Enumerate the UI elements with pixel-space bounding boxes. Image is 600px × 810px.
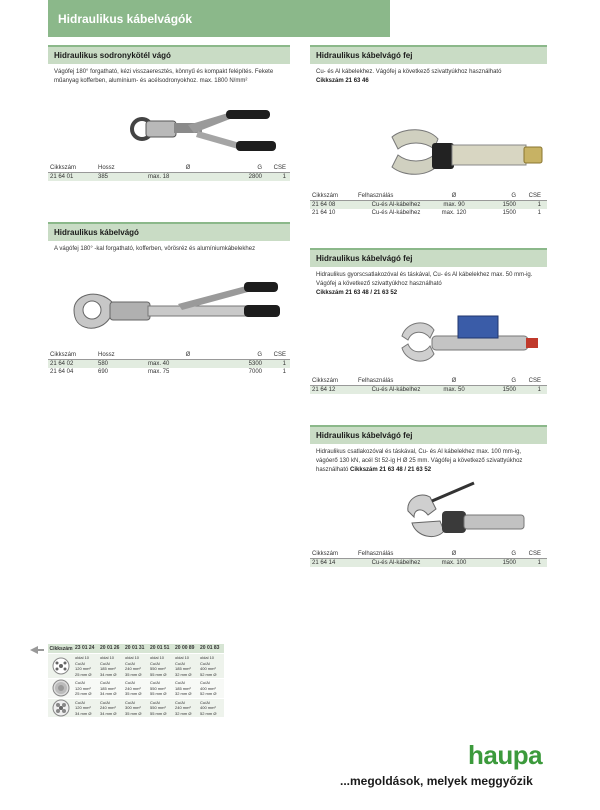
cell: 21 64 02	[50, 361, 74, 367]
cell: 1500	[502, 210, 516, 216]
col-header: Ø	[185, 352, 191, 358]
matrix-cell	[174, 654, 199, 678]
col-header: Ø	[451, 193, 457, 199]
compatible-pump-code: Cikkszám 21 63 48 / 21 63 52	[350, 467, 432, 473]
cell-line: 185 mm²	[175, 685, 191, 691]
cell-line: 34 mm Ø	[100, 710, 117, 716]
col-header: G	[511, 378, 516, 384]
cell-line: 240 mm²	[100, 705, 116, 710]
cell-line: Cu/Al	[125, 680, 135, 685]
matrix-code: 20 01 51	[150, 644, 170, 651]
col-header: CSE	[528, 551, 541, 557]
matrix-row	[48, 698, 224, 718]
cell-line: 185 mm²	[100, 685, 116, 691]
table-row	[48, 173, 290, 181]
section-description	[310, 444, 547, 475]
cell-line: 400 mm²	[200, 666, 216, 671]
cell-line: 55 mm Ø	[150, 691, 167, 696]
compatible-pump-code: Cikkszám 21 63 46	[316, 78, 369, 84]
cell: max. 100	[441, 560, 467, 566]
cell-line: 52 mm Ø	[200, 710, 217, 716]
cell-line: 34 mm Ø	[75, 710, 92, 716]
cutting-head-100-image	[402, 481, 532, 553]
cell-line: 550 mm²	[150, 685, 166, 691]
cell-line: 120 mm²	[75, 685, 91, 691]
matrix-cell	[174, 699, 199, 718]
cell: Cu-és Al-kábelhez	[371, 202, 421, 208]
conductor-matrix	[48, 644, 224, 717]
cell-line: 55 mm Ø	[150, 671, 167, 677]
cutting-head-image	[388, 125, 546, 187]
cell-line: oldal 10	[75, 655, 90, 660]
col-header: Felhasználás	[358, 193, 394, 199]
col-header: Hossz	[98, 165, 115, 171]
col-header: Felhasználás	[358, 551, 394, 557]
section-title: Hidraulikus kábelvágó	[48, 222, 290, 241]
col-header: Cikkszám	[312, 378, 339, 384]
col-header: CSE	[273, 352, 286, 358]
matrix-cell	[124, 699, 149, 718]
cell-line: 550 mm²	[150, 666, 166, 671]
table-row	[310, 201, 547, 209]
col-header: G	[257, 165, 262, 171]
page-title: Hidraulikus kábelvágók	[48, 0, 390, 37]
description-text: Cu- és Al kábelekhez. Vágófej a következő szivattyúkhoz használható	[316, 69, 502, 75]
cell-line: Cu/Al	[100, 699, 110, 705]
matrix-cell	[74, 654, 99, 678]
wire-rope-cutter-image	[128, 107, 278, 165]
cell-line: Cu/Al	[200, 699, 210, 705]
matrix-cell	[199, 654, 224, 678]
cell-line: Cu/Al	[200, 680, 210, 685]
cutting-head-quick-coupling-image	[400, 314, 540, 370]
cell-line: 32 mm Ø	[175, 710, 192, 716]
arrow-left-icon	[30, 646, 44, 654]
cell-line: Cu/Al	[175, 660, 185, 666]
cell-line: 240 mm²	[125, 666, 141, 671]
matrix-row	[48, 678, 224, 698]
cell-line: 55 mm Ø	[150, 710, 167, 716]
matrix-cell	[174, 679, 199, 698]
table-row	[310, 209, 547, 217]
cell-line: 120 mm²	[75, 666, 91, 671]
cell-line: 185 mm²	[175, 666, 191, 671]
matrix-cell	[74, 679, 99, 698]
cell-line: Cu/Al	[150, 699, 160, 705]
cell-line: Cu/Al	[200, 660, 210, 666]
col-header: Ø	[185, 165, 191, 171]
cell-line: 400 mm²	[200, 705, 216, 710]
cell: 1	[282, 361, 286, 367]
cell: 1500	[502, 387, 516, 393]
cell: max. 18	[148, 174, 170, 180]
cell: 690	[98, 369, 109, 375]
cell: max. 40	[148, 361, 170, 367]
compatible-pump-code: Cikkszám 21 63 48 / 21 63 52	[316, 290, 398, 296]
matrix-cell	[99, 654, 124, 678]
col-header: Cikkszám	[50, 165, 77, 171]
cell-line: oldal 10	[200, 655, 215, 660]
cable-cutter-image	[68, 280, 283, 350]
cell: 1	[537, 210, 541, 216]
col-header: Ø	[451, 378, 457, 384]
cell-line: 34 mm Ø	[100, 671, 117, 677]
cell-line: oldal 10	[150, 655, 165, 660]
cell-line: Cu/Al	[125, 660, 135, 666]
table-row	[48, 360, 290, 368]
cell-line: 120 mm²	[75, 705, 91, 710]
matrix-header	[48, 644, 224, 653]
cell: 385	[98, 174, 109, 180]
matrix-code: 20 01 31	[125, 644, 145, 651]
matrix-cell	[99, 699, 124, 718]
haupa-logo	[468, 740, 542, 771]
cell-line: 35 mm Ø	[125, 671, 142, 677]
cell: 580	[98, 361, 109, 367]
cell-line: Cu/Al	[150, 680, 160, 685]
cell: 1500	[502, 202, 516, 208]
section-title: Hidraulikus kábelvágó fej	[310, 425, 547, 444]
cell-line: 25 mm Ø	[75, 691, 92, 696]
matrix-cell	[149, 679, 174, 698]
product-table	[310, 378, 547, 394]
section-title: Hidraulikus sodronykötél vágó	[48, 45, 290, 64]
product-table	[310, 193, 547, 217]
cell: 1	[282, 369, 286, 375]
col-header: Cikkszám	[50, 352, 77, 358]
cell: max. 90	[443, 202, 465, 208]
col-header: CSE	[273, 165, 286, 171]
cell: max. 120	[441, 210, 467, 216]
col-header: G	[511, 193, 516, 199]
cell: 1500	[502, 560, 516, 566]
cell-line: 185 mm²	[100, 666, 116, 671]
section-title: Hidraulikus kábelvágó fej	[310, 248, 547, 267]
section-wire-rope-cutter	[48, 45, 290, 190]
cell-line: 34 mm Ø	[100, 691, 117, 696]
cell: max. 75	[148, 369, 170, 375]
cell: 21 64 14	[312, 560, 336, 566]
col-header: Cikkszám	[312, 193, 339, 199]
section-cutting-head-100	[310, 425, 547, 575]
cell: 21 64 10	[312, 210, 336, 216]
table-row	[310, 559, 547, 567]
cell-line: Cu/Al	[175, 680, 185, 685]
section-cutting-head-50	[310, 248, 547, 398]
cell: 1	[537, 560, 541, 566]
matrix-cell	[149, 654, 174, 678]
cell-line: Cu/Al	[125, 699, 135, 705]
matrix-cell	[99, 679, 124, 698]
cell: 1	[282, 174, 286, 180]
cell-line: 240 mm²	[175, 705, 191, 710]
matrix-code: 20 01 83	[200, 644, 220, 651]
cell: Cu-és Al-kábelhez	[371, 560, 421, 566]
section-title: Hidraulikus kábelvágó fej	[310, 45, 547, 64]
matrix-code: 20 00 89	[175, 644, 195, 651]
product-table	[48, 352, 290, 376]
section-description	[310, 267, 547, 298]
matrix-row	[48, 653, 224, 678]
section-description: A vágófej 180° -kal forgatható, kofferben, vörösréz és alumíniumkábelekhez	[54, 246, 256, 252]
conductor-icon	[48, 679, 74, 698]
cell-line: Cu/Al	[100, 680, 110, 685]
section-description	[310, 64, 547, 86]
cell-line: oldal 10	[125, 655, 140, 660]
cell-line: 400 mm²	[200, 685, 216, 691]
matrix-cell	[74, 699, 99, 718]
cell: 5300	[248, 361, 262, 367]
cell-line: Cu/Al	[75, 699, 85, 705]
cell-line: Cu/Al	[150, 660, 160, 666]
cell-line: 300 mm²	[125, 705, 141, 710]
cell: 7000	[248, 369, 262, 375]
cell: 2800	[248, 174, 262, 180]
cell: Cu-és Al-kábelhez	[371, 387, 421, 393]
cell: Cu-és Al-kábelhez	[371, 210, 421, 216]
col-header: CSE	[528, 193, 541, 199]
cell-line: 52 mm Ø	[200, 691, 217, 696]
cell: 1	[537, 387, 541, 393]
description-text: Hidraulikus gyorscsatlakozóval és táskával, Cu- és Al kábelekhez max. 50 mm-ig. Vágófej a következő szivattyúkhoz használható	[316, 272, 533, 287]
cell-line: 35 mm Ø	[125, 710, 142, 716]
logo-text: haupa	[468, 740, 543, 770]
matrix-cell	[199, 679, 224, 698]
cell-line: Cu/Al	[75, 660, 85, 666]
section-description: Vágófej 180° forgatható, kézi visszaeresztés, könnyű és kompakt felépítés. Fekete műanyag kofferben, alumínium- és acélsodronyokhoz. max. 1800 N/mm²	[54, 69, 274, 84]
product-table	[48, 165, 290, 181]
cell-line: Cu/Al	[75, 680, 85, 685]
col-header: Hossz	[98, 352, 115, 358]
col-header: Ø	[451, 551, 457, 557]
col-header: G	[257, 352, 262, 358]
matrix-cell	[124, 679, 149, 698]
col-header: Cikkszám	[312, 551, 339, 557]
table-row	[48, 368, 290, 376]
cell: max. 50	[443, 387, 465, 393]
cell-line: 32 mm Ø	[175, 671, 192, 677]
cell: 21 64 12	[312, 387, 336, 393]
cell: 21 64 01	[50, 174, 74, 180]
section-cutting-head-90-120	[310, 45, 547, 225]
cell-line: 25 mm Ø	[75, 671, 92, 677]
cell-line: 550 mm²	[150, 705, 166, 710]
cell-line: 240 mm²	[125, 685, 141, 691]
table-row	[310, 386, 547, 394]
cell-line: oldal 10	[100, 655, 115, 660]
matrix-code: 23 01 24	[75, 644, 95, 651]
col-header: Felhasználás	[358, 378, 394, 384]
matrix-cell	[149, 699, 174, 718]
cell-line: Cu/Al	[100, 660, 110, 666]
matrix-cell	[199, 699, 224, 718]
conductor-icon	[48, 699, 74, 718]
cell-line: 35 mm Ø	[125, 691, 142, 696]
cell-line: Cu/Al	[175, 699, 185, 705]
description-text: Hidraulikus csatlakozóval és táskával, Cu- és Al kábelekhez max. 100 mm-ig, vágóerő 130 kN, acél St 52-ig H Ø 25 mm. Vágófej a következő szivattyúkhoz használható	[316, 449, 523, 473]
tagline: ...megoldások, melyek meggyőzik	[340, 774, 533, 788]
cell: 1	[537, 202, 541, 208]
cell: 21 64 04	[50, 369, 74, 375]
cell-line: 52 mm Ø	[200, 671, 217, 677]
matrix-header-label: Cikkszám	[49, 645, 73, 652]
matrix-cell	[124, 654, 149, 678]
matrix-code: 20 01 26	[100, 644, 120, 651]
cell: 21 64 08	[312, 202, 336, 208]
cell-line: 32 mm Ø	[175, 691, 192, 696]
cell-line: oldal 10	[175, 655, 190, 660]
product-table	[310, 551, 547, 567]
section-cable-cutter	[48, 222, 290, 382]
col-header: G	[511, 551, 516, 557]
conductor-icon	[48, 654, 74, 678]
col-header: CSE	[528, 378, 541, 384]
